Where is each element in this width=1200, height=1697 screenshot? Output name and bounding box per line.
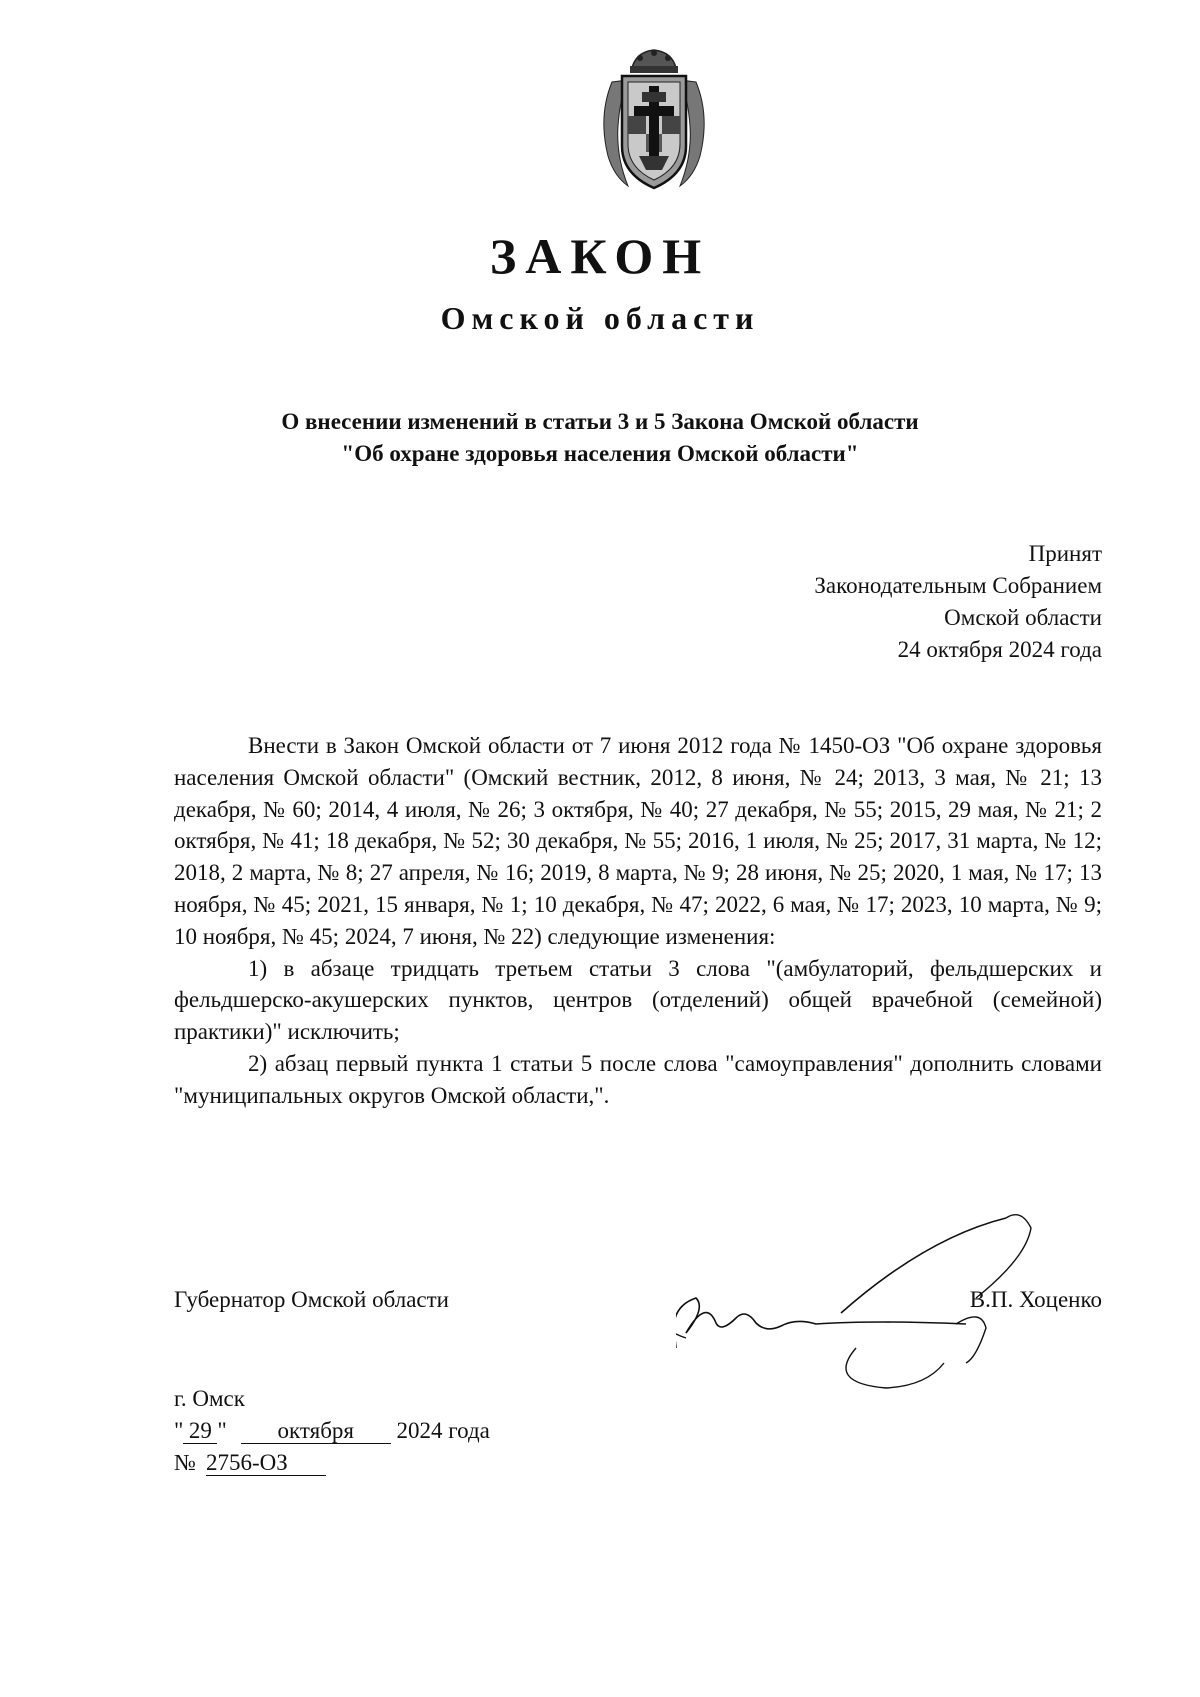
document-region: Омской области: [440, 300, 760, 336]
adoption-line-1: Принят: [1028, 541, 1102, 566]
date-day: 29: [183, 1419, 217, 1444]
law-subject-line-1: О внесении изменений в статьи 3 и 5 Закона Омской области: [281, 409, 919, 434]
number-prefix: №: [174, 1450, 196, 1475]
document-footer: [174, 1383, 490, 1479]
body-item-2: 2) абзац первый пункта 1 статьи 5 после слова "самоуправления" дополнить словами "муниципальных округов Омской области,".: [174, 1050, 1102, 1108]
law-subject-line-2: "Об охране здоровья населения Омской области": [341, 441, 859, 466]
adoption-line-3: Омской области: [944, 605, 1102, 630]
date-year: 2024 года: [396, 1418, 490, 1443]
body-item-1: 1) в абзаце тридцать третьем статьи 3 слова "(амбулаторий, фельдшерских и фельдшерско-акушерских пунктов, центров (отделений) общей врачебной (семейной) практики)" исключить;: [174, 955, 1102, 1045]
adoption-date: 24 октября 2024 года: [897, 637, 1102, 662]
adoption-line-2: Законодательным Собранием: [814, 573, 1102, 598]
date-month: октября: [241, 1419, 391, 1444]
signer-name: В.П. Хоценко: [969, 1287, 1102, 1312]
footer-city: г. Омск: [174, 1386, 245, 1411]
footer-number: [174, 1447, 490, 1479]
law-body: [174, 730, 1102, 1112]
handwritten-signature: [676, 1148, 1116, 1398]
coat-of-arms-icon: [594, 46, 714, 196]
signer-position: Губернатор Омской области: [174, 1287, 449, 1312]
body-intro-paragraph: Внести в Закон Омской области от 7 июня 2012 года № 1450-ОЗ "Об охране здоровья населения Омской области" (Омский вестник, 2012, 8 июня, № 24; 2013, 3 мая, № 21; 13 декабря, № 60; 2014, 4 июля, № 26; 3 октября, № 40; 27 декабря, № 55; 2015, 29 мая, № 21; 2 октября, № 41; 18 декабря, № 52; 30 декабря, № 55; 2016, 1 июля, № 25; 2017, 31 марта, № 12; 2018, 2 марта, № 8; 27 апреля, № 16; 2019, 8 марта, № 9; 28 июня, № 25; 2020, 1 мая, № 17; 13 ноября, № 45; 2021, 15 января, № 1; 10 декабря, № 47; 2022, 6 мая, № 17; 2023, 10 марта, № 9; 10 ноября, № 45; 2024, 7 июня, № 22) следующие изменения:: [174, 733, 1102, 949]
adoption-block: [602, 538, 1102, 666]
footer-date: " 29 " октября 2024 года: [174, 1418, 490, 1443]
document-title: ЗАКОН: [489, 228, 711, 284]
law-number: 2756-ОЗ: [206, 1451, 326, 1476]
law-subject: [0, 406, 1200, 470]
